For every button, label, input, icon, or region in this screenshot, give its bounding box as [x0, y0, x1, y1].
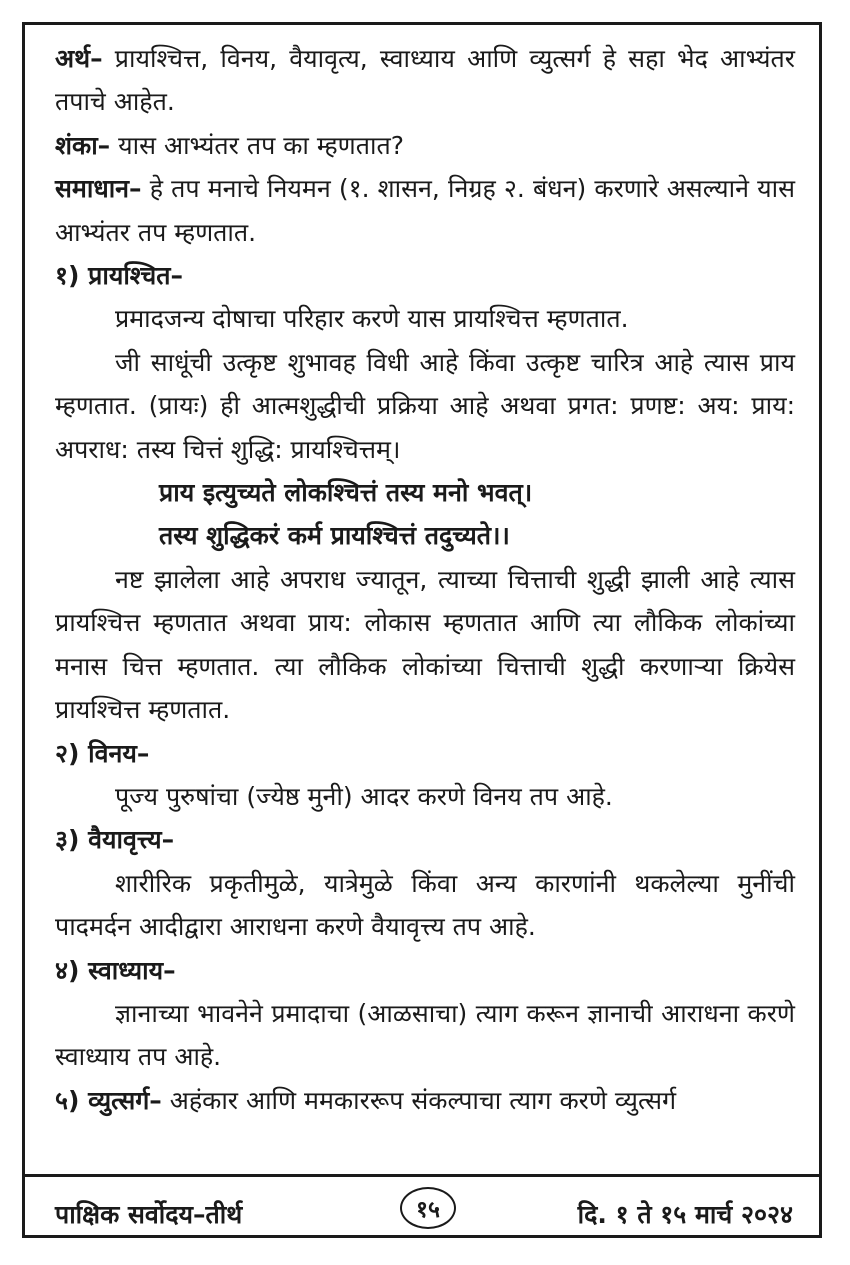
page-number: १५ — [400, 1187, 456, 1229]
body-paragraph: शारीरिक प्रकृतीमुळे, यात्रेमुळे किंवा अन्य कारणांनी थकलेल्या मुनींची पादमर्दन आदीद्वारा आराधना करणे वैयावृत्त्य तप आहे. — [55, 868, 795, 942]
body-paragraph: प्रमादजन्य दोषाचा परिहार करणे यास प्रायश्चित्त म्हणतात. — [115, 304, 629, 334]
shanka-paragraph: शंका– यास आभ्यंतर तप का म्हणतात? — [55, 130, 404, 160]
section-heading-vaiyavrutya: ३) वैयावृत्त्य– — [55, 825, 175, 855]
samadhan-paragraph: समाधान– हे तप मनाचे नियमन (१. शासन, निग्रह २. बंधन) करणारे असल्याने यास आभ्यंतर तप म्हणतात. — [55, 174, 795, 247]
issue-date: दि. १ ते १५ मार्च २०२४ — [577, 1200, 793, 1229]
page-body — [55, 37, 795, 1122]
verse-line: तस्य शुद्धिकरं कर्म प्रायश्चित्तं तदुच्यते।। — [159, 521, 510, 551]
body-paragraph: पूज्य पुरुषांचा (ज्येष्ठ मुनी) आदर करणे विनय तप आहे. — [115, 781, 613, 811]
page-frame — [22, 22, 822, 1238]
vyutsarg-paragraph: ५) व्युत्सर्ग– अहंकार आणि ममकाररूप संकल्पाचा त्याग करणे व्युत्सर्ग — [55, 1085, 677, 1115]
body-paragraph: ज्ञानाच्या भावनेने प्रमादाचा (आळसाचा) त्याग करून ज्ञानाची आराधना करणे स्वाध्याय तप आहे. — [55, 998, 795, 1072]
section-heading-prayashchit: १) प्रायश्चित– — [55, 261, 184, 291]
section-heading-swadhyay: ४) स्वाध्याय– — [55, 955, 176, 985]
body-paragraph: जी साधूंची उत्कृष्ट शुभावह विधी आहे किंवा उत्कृष्ट चारित्र आहे त्यास प्राय म्हणतात. (प्रायः) ही आत्मशुद्धीची प्रक्रिया आहे अथवा प्रगत: प्रणष्ट: अय: प्राय: अपराध: तस्य चित्तं शुद्धि: प्रायश्चित्तम्। — [55, 347, 795, 464]
artha-paragraph: अर्थ– प्रायश्चित्त, विनय, वैयावृत्य, स्वाध्याय आणि व्युत्सर्ग हे सहा भेद आभ्यंतर तपाचे आहेत. — [55, 44, 795, 117]
publication-name: पाक्षिक सर्वोदय–तीर्थ — [55, 1200, 243, 1229]
verse-line: प्राय इत्युच्यते लोकश्चित्तं तस्य मनो भवत्। — [159, 478, 533, 508]
body-paragraph: नष्ट झालेला आहे अपराध ज्यातून, त्याच्या चित्ताची शुद्धी झाली आहे त्यास प्रायश्चित्त म्हणतात अथवा प्राय: लोकास म्हणतात आणि त्या लौकिक लोकांच्या मनास चित्त म्हणतात. त्या लौकिक लोकांच्या चित्ताची शुद्धी करणाऱ्या क्रियेस प्रायश्चित्त म्हणतात. — [55, 564, 795, 725]
page-footer — [25, 1193, 819, 1237]
section-heading-vinay: २) विनय– — [55, 738, 150, 768]
footer-divider — [25, 1174, 819, 1177]
